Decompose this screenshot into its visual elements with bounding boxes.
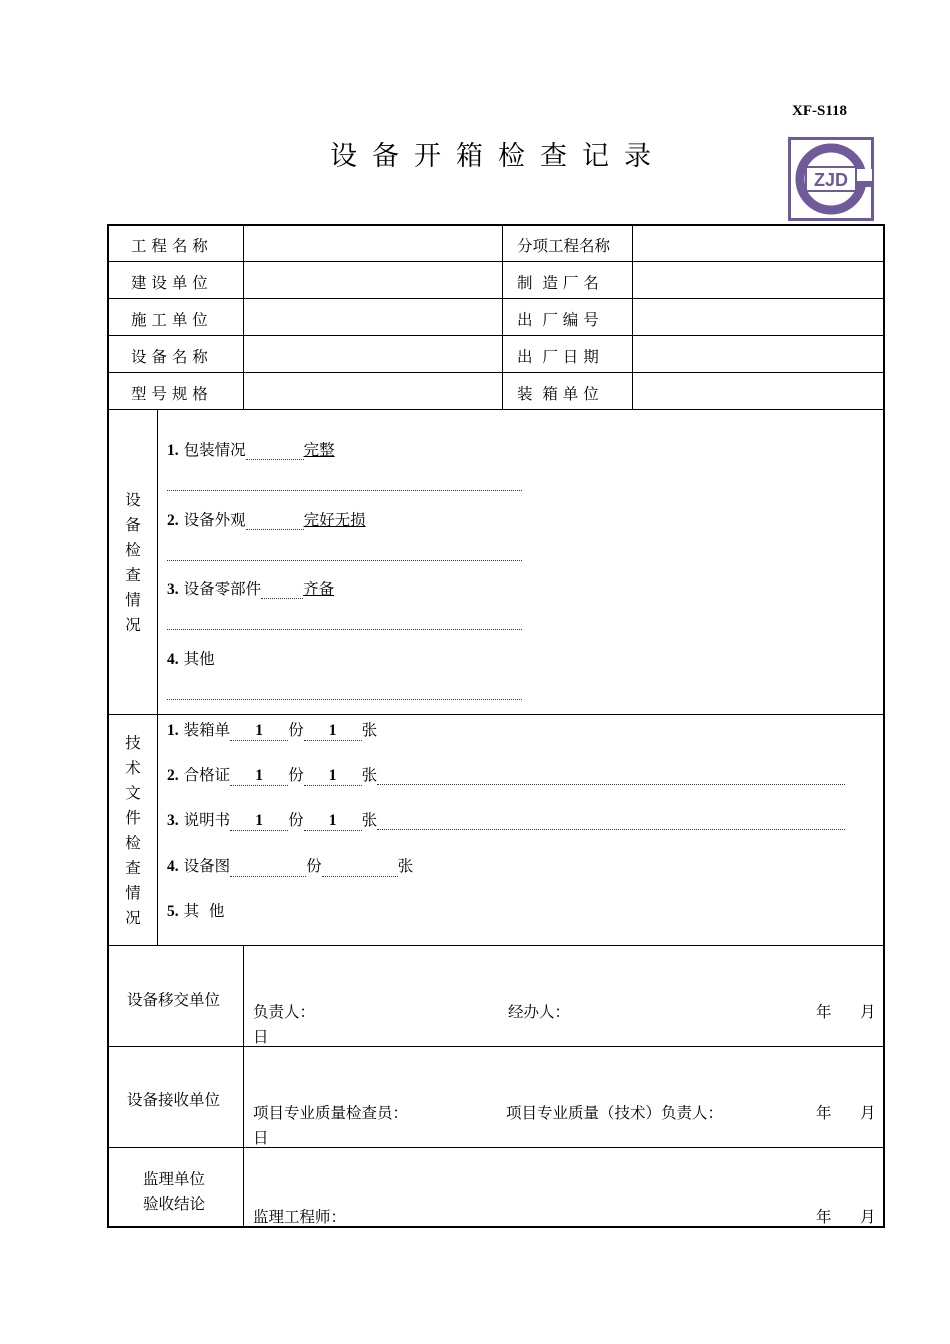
supervision-unit-label: 监理单位 xyxy=(143,1170,206,1188)
quality-tech-lead-label: 项目专业质量（技术）负责人： xyxy=(506,1104,724,1122)
page-title: 设备开箱检查记录 xyxy=(330,141,666,172)
supervision-month-label: 月 xyxy=(860,1208,876,1226)
other-item: 4. 其他 xyxy=(167,650,215,668)
receiver-year-label: 年 xyxy=(816,1104,832,1122)
receiver-month-label: 月 xyxy=(860,1104,876,1122)
construction-unit-label: 施 工 单 位 xyxy=(131,311,208,329)
other-docs-item: 5. 其 他 xyxy=(167,902,225,920)
form-code: XF-S118 xyxy=(792,103,848,119)
parts-value: 齐备 xyxy=(303,580,335,598)
supervising-engineer-label: 监理工程师： xyxy=(253,1208,347,1226)
inspection-section-label: 设 备 检 查 情 况 xyxy=(125,491,141,634)
client-unit-label: 建 设 单 位 xyxy=(131,274,208,292)
manufacturer-label: 制 造 厂 名 xyxy=(517,274,599,292)
packing-list-item: 1. 装箱单 1 份 1 张 xyxy=(167,721,378,739)
project-name-label: 工 程 名 称 xyxy=(131,237,208,255)
manual-item: 3. 说明书 1 份 1 张 xyxy=(167,808,845,831)
handover-handler-label: 经办人： xyxy=(508,1003,571,1021)
serial-number-label: 出 厂 编 号 xyxy=(517,311,599,329)
packaging-value: 完整 xyxy=(303,441,335,459)
zjd-logo-icon xyxy=(788,137,874,221)
packing-unit-label: 装 箱 单 位 xyxy=(517,385,599,403)
packaging-item: 1. 包装情况 完整 xyxy=(167,441,335,459)
appearance-item: 2. 设备外观 完好无损 xyxy=(167,511,366,529)
acceptance-conclusion-label: 验收结论 xyxy=(143,1195,206,1213)
handover-year-label: 年 xyxy=(816,1003,832,1021)
handover-responsible-label: 负责人： xyxy=(253,1003,316,1021)
model-spec-label: 型 号 规 格 xyxy=(131,385,208,403)
receiver-day-label: 日 xyxy=(253,1129,269,1147)
parts-item: 3. 设备零部件 齐备 xyxy=(167,580,335,598)
certificate-item: 2. 合格证 1 份 1 张 xyxy=(167,763,845,786)
equipment-name-label: 设 备 名 称 xyxy=(131,348,208,366)
drawings-item: 4. 设备图 份 张 xyxy=(167,857,414,875)
appearance-value: 完好无损 xyxy=(303,511,366,529)
tech-docs-section-label: 技 术 文 件 检 查 情 况 xyxy=(125,734,141,927)
quality-inspector-label: 项目专业质量检查员： xyxy=(253,1104,409,1122)
handover-day-label: 日 xyxy=(253,1028,269,1046)
handover-month-label: 月 xyxy=(860,1003,876,1021)
logo-text: ZJD xyxy=(813,170,849,190)
supervision-year-label: 年 xyxy=(816,1208,832,1226)
sub-project-name-label: 分项工程名称 xyxy=(517,237,611,255)
handover-unit-label: 设备移交单位 xyxy=(127,991,221,1009)
receiver-unit-label: 设备接收单位 xyxy=(127,1091,221,1109)
manufacture-date-label: 出 厂 日 期 xyxy=(517,348,599,366)
